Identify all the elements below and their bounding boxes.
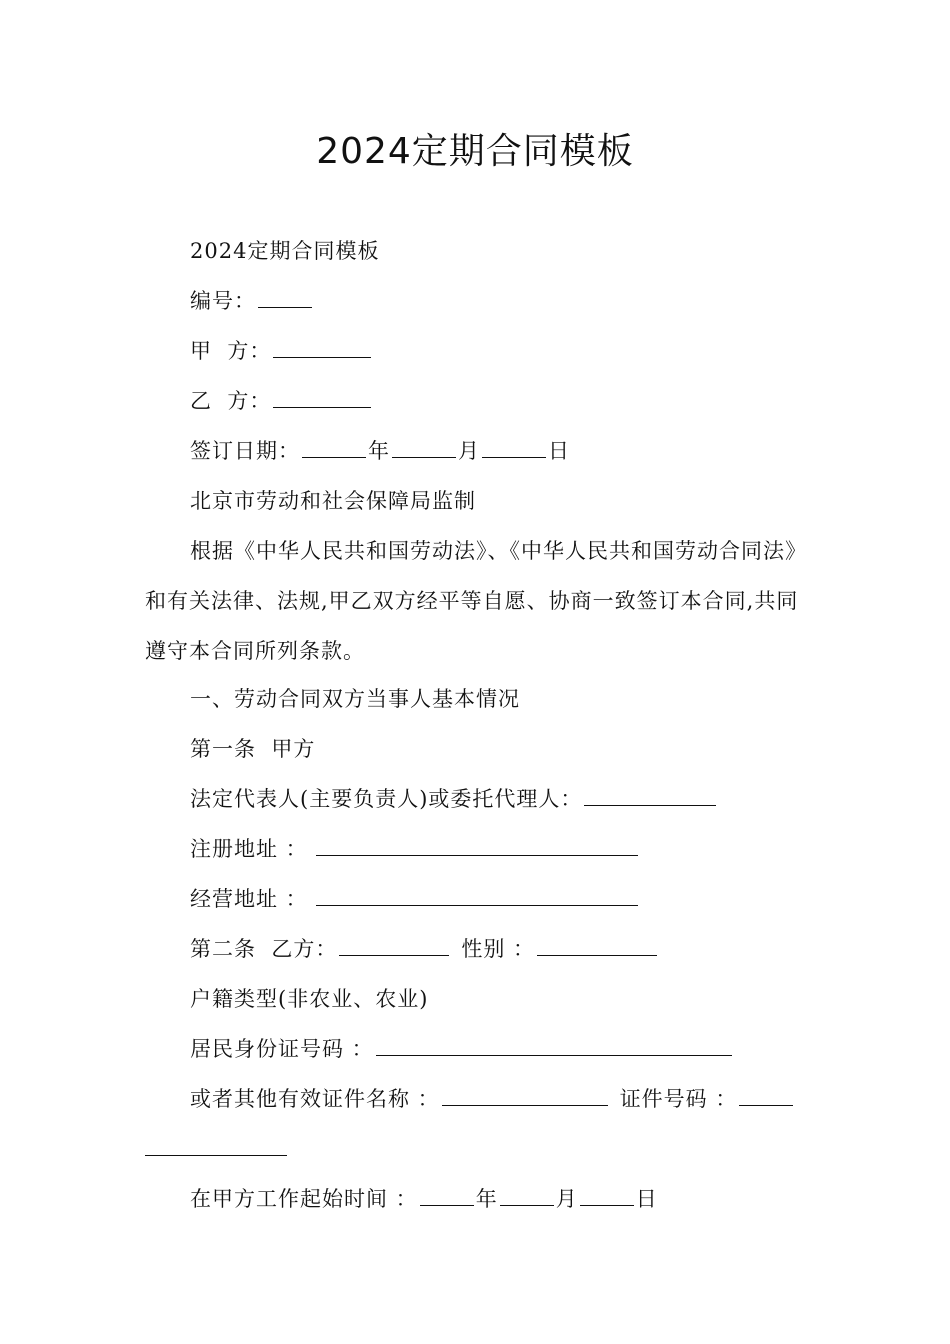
number-blank[interactable]	[258, 287, 312, 308]
year-label: 年	[368, 439, 390, 463]
party-a-row	[190, 336, 373, 366]
sign-date-row	[190, 436, 570, 466]
article-2-label: 第二条 乙方：	[190, 937, 338, 961]
start-month-label: 月	[555, 1187, 578, 1211]
month-label: 月	[458, 439, 480, 463]
legal-rep-label: 法定代表人(主要负责人)或委托代理人：	[190, 787, 583, 811]
start-year-blank[interactable]	[420, 1185, 474, 1206]
cert-number-label: 证件号码 ：	[619, 1087, 738, 1111]
other-id-row	[190, 1084, 795, 1114]
start-year-label: 年	[475, 1187, 498, 1211]
start-day-label: 日	[635, 1187, 658, 1211]
other-id-label: 或者其他有效证件名称 ：	[190, 1087, 440, 1111]
start-day-blank[interactable]	[580, 1185, 634, 1206]
biz-address-blank[interactable]	[316, 885, 638, 906]
sign-date-label: 签订日期：	[190, 439, 300, 463]
start-time-row	[190, 1184, 658, 1214]
party-b-blank[interactable]	[273, 387, 371, 408]
id-number-label: 居民身份证号码 ：	[190, 1037, 374, 1061]
biz-address-label: 经营地址 ：	[190, 887, 308, 911]
reg-address-row	[190, 834, 640, 864]
party-b-label: 乙 方：	[190, 389, 272, 413]
legal-rep-blank[interactable]	[584, 785, 716, 806]
party-a-label: 甲 方：	[190, 339, 272, 363]
party-b-name-blank[interactable]	[339, 935, 449, 956]
other-id-blank[interactable]	[442, 1085, 608, 1106]
biz-address-row	[190, 884, 640, 914]
cert-number-continuation	[145, 1134, 287, 1164]
cert-number-blank-2[interactable]	[145, 1135, 287, 1156]
document-title: 2024定期合同模板	[316, 131, 634, 172]
reg-address-blank[interactable]	[316, 835, 638, 856]
start-time-label: 在甲方工作起始时间 ：	[190, 1187, 418, 1211]
start-month-blank[interactable]	[500, 1185, 554, 1206]
household-type-line: 户籍类型(非农业、农业)	[190, 987, 429, 1011]
party-b-row	[190, 386, 373, 416]
legal-rep-row	[190, 784, 718, 814]
number-label: 编号：	[190, 289, 256, 313]
cert-number-blank-1[interactable]	[739, 1085, 793, 1106]
article-2-row	[190, 934, 659, 964]
article-1-heading: 第一条 甲方	[190, 737, 316, 761]
sign-year-blank[interactable]	[302, 437, 366, 458]
sign-day-blank[interactable]	[482, 437, 546, 458]
id-number-row	[190, 1034, 734, 1064]
number-row	[190, 286, 314, 316]
reg-address-label: 注册地址 ：	[190, 837, 308, 861]
intro-paragraph: 根据《中华人民共和国劳动法》、《中华人民共和国劳动合同法》和有关法律、法规,甲乙双方经平等自愿、协商一致签订本合同,共同遵守本合同所列条款。	[145, 539, 807, 663]
id-number-blank[interactable]	[376, 1035, 732, 1056]
sign-month-blank[interactable]	[392, 437, 456, 458]
section-1-heading: 一、劳动合同双方当事人基本情况	[190, 687, 520, 711]
document-subtitle: 2024定期合同模板	[190, 239, 380, 263]
gender-blank[interactable]	[537, 935, 657, 956]
party-a-blank[interactable]	[273, 337, 371, 358]
gender-label: 性别 ：	[461, 937, 536, 961]
day-label: 日	[548, 439, 570, 463]
supervisor-line: 北京市劳动和社会保障局监制	[190, 489, 476, 513]
